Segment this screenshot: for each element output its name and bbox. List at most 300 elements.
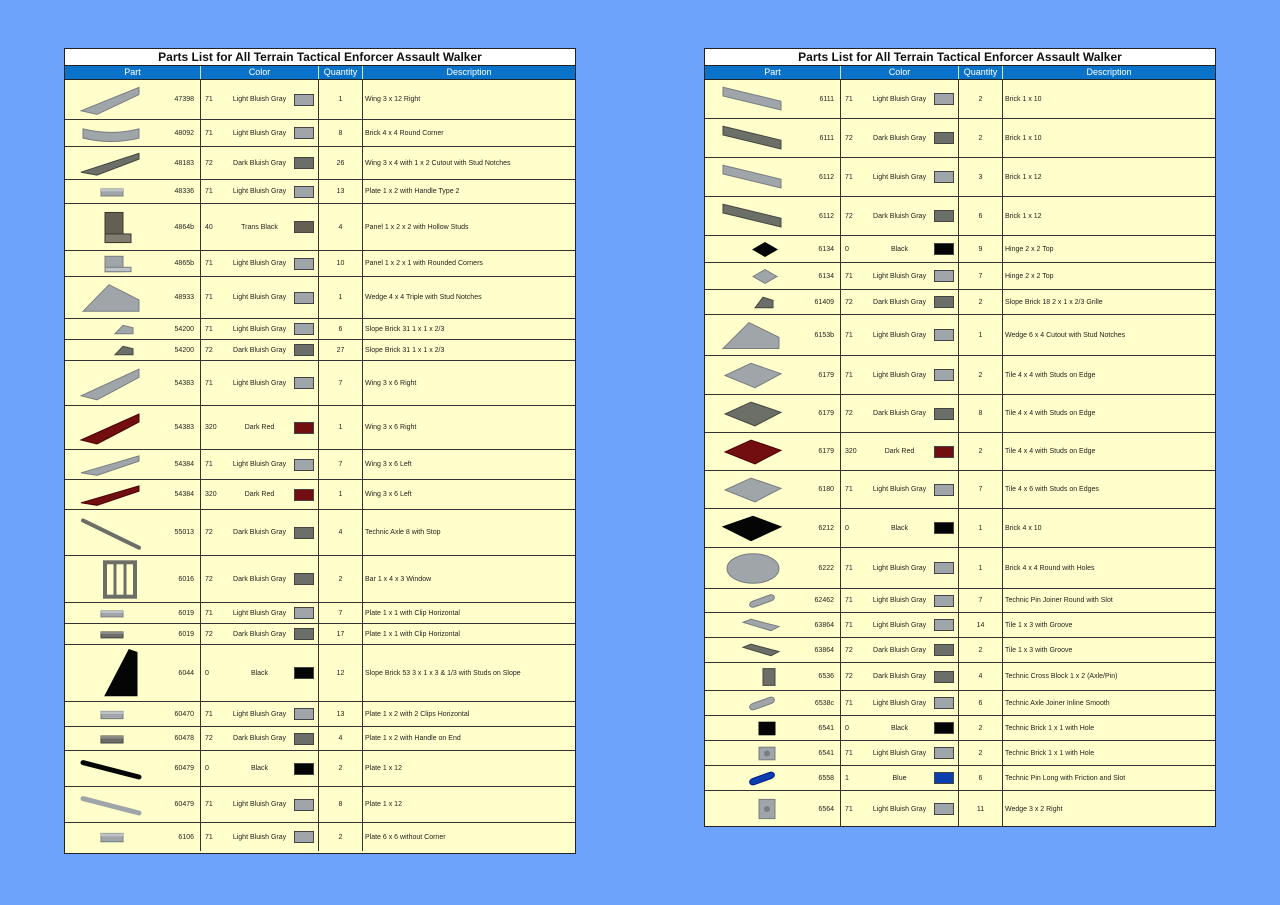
part-cell (65, 251, 201, 276)
color-name: Light Bluish Gray (872, 597, 927, 604)
part-number: 6180 (818, 486, 834, 493)
color-cell (201, 603, 319, 623)
color-id: 71 (845, 564, 853, 572)
quantity-cell: 13 (319, 180, 363, 203)
part-cell (65, 120, 201, 146)
part-cell (705, 236, 841, 262)
part-thumbnail-icon (719, 395, 783, 432)
part-number: 6134 (818, 272, 834, 280)
part-cell (65, 361, 201, 405)
color-swatch (934, 210, 954, 222)
table-row (65, 406, 575, 450)
color-name: Dark Bluish Gray (233, 575, 286, 583)
color-id: 71 (205, 294, 213, 301)
description-cell: Technic Brick 1 x 1 with Hole (1005, 724, 1095, 732)
color-cell (841, 613, 959, 637)
table-row (65, 450, 575, 480)
color-id: 71 (205, 379, 213, 387)
table-row (65, 204, 575, 251)
description-cell: Tile 4 x 4 with Studs on Edge (1005, 371, 1096, 379)
part-number: 6106 (178, 833, 194, 841)
color-cell (201, 787, 319, 822)
quantity-cell: 2 (319, 823, 363, 851)
part-cell (65, 319, 201, 339)
color-swatch (934, 132, 954, 144)
parts-table-body (65, 80, 575, 851)
description-cell: Wing 3 x 6 Right (365, 379, 417, 387)
table-row (65, 823, 575, 851)
color-swatch (934, 329, 954, 341)
color-id: 0 (845, 724, 849, 732)
column-header-row (705, 66, 1215, 80)
quantity-cell: 2 (319, 751, 363, 786)
color-name: Light Bluish Gray (872, 371, 927, 379)
color-swatch (294, 323, 314, 335)
table-row (65, 727, 575, 751)
part-thumbnail-icon (79, 180, 143, 203)
color-id: 71 (205, 710, 213, 718)
part-thumbnail-icon (79, 556, 143, 602)
part-thumbnail-icon (79, 603, 143, 623)
description-cell: Wedge 3 x 2 Right (1005, 805, 1063, 813)
description-cell: Plate 6 x 6 without Corner (365, 833, 446, 841)
table-row (65, 147, 575, 180)
table-row (705, 509, 1215, 548)
color-id: 72 (205, 575, 213, 583)
color-id: 0 (845, 245, 849, 253)
color-cell (201, 180, 319, 203)
table-row (705, 548, 1215, 589)
part-cell (705, 548, 841, 588)
color-id: 72 (205, 529, 213, 536)
part-cell (65, 624, 201, 644)
color-name: Light Bluish Gray (872, 749, 927, 757)
part-cell (705, 158, 841, 196)
quantity-cell: 27 (319, 340, 363, 360)
color-id: 1 (845, 774, 849, 782)
description-cell: Panel 1 x 2 x 1 with Rounded Corners (365, 260, 483, 267)
quantity-cell: 12 (319, 645, 363, 701)
color-cell (841, 80, 959, 118)
color-cell (201, 727, 319, 750)
color-swatch (934, 484, 954, 496)
part-number: 63864 (814, 621, 834, 629)
description-cell: Hinge 2 x 2 Top (1005, 272, 1054, 280)
part-number: 60470 (174, 710, 194, 718)
description-cell: Slope Brick 18 2 x 1 x 2/3 Grille (1005, 298, 1103, 306)
color-id: 72 (845, 134, 853, 142)
color-id: 40 (205, 223, 213, 231)
part-cell (705, 471, 841, 508)
color-swatch (934, 644, 954, 656)
quantity-cell: 2 (959, 741, 1003, 765)
part-cell (705, 433, 841, 470)
color-cell (841, 716, 959, 740)
table-row (65, 319, 575, 340)
header-color: Color (201, 66, 319, 79)
part-thumbnail-icon (79, 147, 143, 179)
color-cell (841, 509, 959, 547)
part-cell (705, 638, 841, 662)
description-cell: Wing 3 x 4 with 1 x 2 Cutout with Stud Notches (365, 159, 511, 167)
table-row (705, 356, 1215, 395)
color-name: Dark Bluish Gray (873, 673, 926, 680)
part-cell (65, 204, 201, 250)
part-cell (705, 356, 841, 394)
color-cell (201, 645, 319, 701)
color-swatch (934, 619, 954, 631)
color-swatch (934, 522, 954, 534)
header-description: Description (446, 67, 492, 77)
part-number: 6222 (818, 564, 834, 572)
color-id: 71 (845, 749, 853, 757)
description-cell: Wing 3 x 12 Right (365, 96, 421, 103)
description-cell: Brick 4 x 4 Round Corner (365, 129, 444, 137)
part-cell (705, 263, 841, 289)
color-id: 71 (205, 833, 213, 841)
table-row (65, 251, 575, 277)
part-cell (705, 395, 841, 432)
part-thumbnail-icon (79, 645, 143, 701)
color-cell (201, 406, 319, 449)
color-swatch (934, 747, 954, 759)
color-swatch (934, 803, 954, 815)
part-thumbnail-icon (79, 510, 143, 555)
quantity-cell: 10 (319, 251, 363, 276)
description-cell: Wedge 4 x 4 Triple with Stud Notches (365, 294, 482, 301)
color-id: 71 (205, 461, 213, 468)
part-number: 6111 (819, 95, 834, 103)
table-row (705, 589, 1215, 613)
quantity-cell: 2 (959, 290, 1003, 314)
quantity-cell: 8 (959, 395, 1003, 432)
quantity-cell: 2 (959, 356, 1003, 394)
part-cell (705, 663, 841, 690)
description-cell: Brick 4 x 4 Round with Holes (1005, 564, 1095, 572)
color-name: Light Bluish Gray (872, 564, 927, 572)
part-number: 6112 (818, 173, 834, 181)
part-number: 6179 (818, 448, 834, 455)
color-cell (841, 766, 959, 790)
quantity-cell: 1 (959, 315, 1003, 355)
description-cell: Plate 1 x 12 (365, 801, 402, 808)
quantity-cell: 8 (319, 120, 363, 146)
part-number: 6019 (178, 609, 194, 617)
part-thumbnail-icon (719, 766, 783, 790)
color-cell (841, 158, 959, 196)
parts-table-body (705, 80, 1215, 827)
color-swatch (294, 258, 314, 270)
part-number: 6538c (814, 699, 834, 707)
part-number: 54383 (174, 424, 194, 431)
parts-list-sheet-left (64, 48, 576, 854)
color-cell (201, 823, 319, 851)
part-number: 6179 (818, 410, 834, 417)
table-row (65, 361, 575, 406)
quantity-cell: 6 (959, 766, 1003, 790)
color-name: Dark Bluish Gray (233, 346, 286, 354)
color-name: Black (250, 765, 269, 772)
parts-list-sheet-right (704, 48, 1216, 827)
color-cell (841, 741, 959, 765)
table-row (65, 340, 575, 361)
color-name: Black (890, 724, 909, 732)
color-cell (841, 315, 959, 355)
color-swatch (934, 93, 954, 105)
part-cell (65, 80, 201, 119)
color-cell (201, 702, 319, 726)
table-row (705, 766, 1215, 791)
part-number: 6044 (178, 669, 194, 677)
part-thumbnail-icon (79, 361, 143, 405)
color-swatch (294, 127, 314, 139)
color-id: 71 (845, 272, 853, 280)
color-id: 72 (205, 630, 213, 638)
description-cell: Technic Pin Joiner Round with Slot (1005, 597, 1113, 604)
description-cell: Technic Cross Block 1 x 2 (Axle/Pin) (1005, 673, 1118, 680)
color-swatch (294, 94, 314, 106)
color-cell (201, 340, 319, 360)
part-cell (65, 787, 201, 822)
color-cell (841, 356, 959, 394)
part-number: 6153b (814, 331, 834, 339)
part-thumbnail-icon (79, 787, 143, 822)
part-cell (65, 277, 201, 318)
table-row (705, 290, 1215, 315)
description-cell: Bar 1 x 4 x 3 Window (365, 575, 432, 583)
part-number: 60478 (174, 735, 194, 742)
color-swatch (294, 628, 314, 640)
color-name: Dark Bluish Gray (873, 298, 926, 306)
part-number: 48092 (174, 129, 194, 137)
color-name: Light Bluish Gray (872, 272, 927, 280)
color-id: 71 (845, 331, 853, 339)
table-row (65, 702, 575, 727)
color-id: 320 (845, 448, 857, 455)
quantity-cell: 14 (959, 613, 1003, 637)
part-thumbnail-icon (79, 340, 143, 360)
table-row (65, 787, 575, 823)
color-name: Light Bluish Gray (232, 609, 287, 617)
header-part: Part (705, 66, 841, 79)
part-thumbnail-icon (79, 277, 143, 318)
color-swatch (934, 772, 954, 784)
table-row (65, 180, 575, 204)
color-id: 72 (205, 159, 213, 167)
part-thumbnail-icon (79, 319, 143, 339)
part-number: 6212 (818, 524, 834, 532)
table-row (705, 663, 1215, 691)
quantity-cell: 13 (319, 702, 363, 726)
color-id: 71 (845, 597, 853, 604)
part-number: 63864 (814, 646, 834, 654)
description-cell: Technic Pin Long with Friction and Slot (1005, 774, 1126, 782)
color-cell (201, 147, 319, 179)
color-id: 0 (205, 765, 209, 772)
color-name: Black (250, 669, 269, 677)
color-name: Light Bluish Gray (232, 461, 287, 468)
color-name: Dark Bluish Gray (873, 212, 926, 220)
color-id: 71 (205, 325, 213, 333)
part-number: 6016 (178, 575, 194, 583)
color-cell (841, 589, 959, 612)
quantity-cell: 7 (959, 589, 1003, 612)
color-id: 72 (205, 735, 213, 742)
part-thumbnail-icon (719, 716, 783, 740)
part-number: 6019 (178, 630, 194, 638)
table-row (65, 277, 575, 319)
table-row (705, 158, 1215, 197)
color-name: Light Bluish Gray (232, 188, 287, 195)
color-cell (201, 319, 319, 339)
color-name: Dark Red (244, 491, 275, 498)
quantity-cell: 7 (959, 263, 1003, 289)
quantity-cell: 4 (319, 727, 363, 750)
quantity-cell: 7 (959, 471, 1003, 508)
color-swatch (934, 408, 954, 420)
table-row (65, 751, 575, 787)
table-row (705, 791, 1215, 827)
part-number: 55013 (174, 529, 194, 536)
color-name: Black (890, 524, 909, 532)
part-cell (705, 741, 841, 765)
part-thumbnail-icon (79, 624, 143, 644)
part-cell (65, 556, 201, 602)
part-cell (705, 509, 841, 547)
part-thumbnail-icon (719, 791, 783, 827)
color-id: 72 (205, 346, 213, 354)
description-cell: Plate 1 x 2 with 2 Clips Horizontal (365, 710, 470, 718)
part-number: 4864b (174, 223, 194, 231)
table-row (65, 556, 575, 603)
color-swatch (294, 527, 314, 539)
table-row (65, 624, 575, 645)
quantity-cell: 2 (959, 119, 1003, 157)
part-thumbnail-icon (719, 433, 783, 470)
table-row (705, 315, 1215, 356)
quantity-cell: 2 (319, 556, 363, 602)
description-cell: Tile 4 x 4 with Studs on Edge (1005, 448, 1096, 455)
color-swatch (294, 799, 314, 811)
color-cell (201, 251, 319, 276)
part-cell (65, 727, 201, 750)
part-number: 60479 (174, 801, 194, 808)
color-name: Dark Bluish Gray (233, 630, 286, 638)
table-row (65, 80, 575, 120)
part-cell (65, 340, 201, 360)
quantity-cell: 1 (319, 277, 363, 318)
color-cell (201, 277, 319, 318)
part-cell (65, 823, 201, 851)
color-name: Light Bluish Gray (232, 833, 287, 841)
table-row (65, 120, 575, 147)
part-number: 60479 (174, 765, 194, 772)
color-swatch (294, 763, 314, 775)
color-swatch (294, 708, 314, 720)
color-swatch (934, 270, 954, 282)
quantity-cell: 26 (319, 147, 363, 179)
color-swatch (294, 292, 314, 304)
table-row (705, 80, 1215, 119)
part-number: 54384 (174, 491, 194, 498)
color-cell (841, 395, 959, 432)
table-row (705, 638, 1215, 663)
part-cell (705, 315, 841, 355)
part-number: 48183 (174, 159, 194, 167)
color-name: Trans Black (241, 223, 278, 231)
part-thumbnail-icon (719, 589, 783, 612)
color-id: 71 (845, 699, 853, 707)
part-thumbnail-icon (79, 80, 143, 119)
part-number: 54200 (174, 325, 194, 333)
part-thumbnail-icon (79, 751, 143, 786)
color-cell (201, 361, 319, 405)
part-thumbnail-icon (719, 613, 783, 637)
part-thumbnail-icon (79, 204, 143, 250)
color-id: 320 (205, 424, 217, 431)
part-thumbnail-icon (719, 197, 783, 235)
part-thumbnail-icon (719, 509, 783, 547)
part-number: 6536 (818, 673, 834, 680)
part-thumbnail-icon (79, 727, 143, 750)
description-cell: Tile 4 x 6 with Studs on Edges (1005, 486, 1099, 493)
part-cell (705, 119, 841, 157)
color-swatch (294, 186, 314, 198)
part-number: 47398 (174, 96, 194, 103)
color-swatch (294, 422, 314, 434)
part-number: 4865b (174, 260, 194, 267)
part-cell (65, 645, 201, 701)
part-thumbnail-icon (719, 315, 783, 355)
description-cell: Tile 1 x 3 with Groove (1005, 646, 1073, 654)
color-id: 71 (845, 805, 853, 813)
color-id: 71 (845, 486, 853, 493)
color-name: Light Bluish Gray (232, 379, 287, 387)
color-swatch (934, 722, 954, 734)
part-thumbnail-icon (719, 158, 783, 196)
color-name: Blue (892, 774, 907, 782)
part-thumbnail-icon (79, 251, 143, 276)
quantity-cell: 6 (959, 197, 1003, 235)
quantity-cell: 7 (319, 450, 363, 479)
color-cell (201, 204, 319, 250)
part-cell (705, 766, 841, 790)
color-name: Light Bluish Gray (232, 801, 287, 808)
color-id: 0 (205, 669, 209, 677)
part-cell (705, 691, 841, 715)
color-swatch (294, 221, 314, 233)
part-cell (65, 603, 201, 623)
color-swatch (934, 296, 954, 308)
table-row (65, 480, 575, 510)
color-swatch (934, 697, 954, 709)
color-name: Dark Bluish Gray (873, 646, 926, 654)
quantity-cell: 1 (959, 548, 1003, 588)
part-thumbnail-icon (719, 663, 783, 690)
color-swatch (934, 369, 954, 381)
color-swatch (294, 607, 314, 619)
color-cell (841, 691, 959, 715)
part-thumbnail-icon (719, 548, 783, 588)
header-quantity: Quantity (319, 66, 363, 79)
column-header-row (65, 66, 575, 80)
color-cell (841, 433, 959, 470)
part-thumbnail-icon (719, 80, 783, 118)
part-cell (65, 180, 201, 203)
part-number: 62462 (814, 597, 834, 604)
quantity-cell: 17 (319, 624, 363, 644)
part-cell (65, 480, 201, 509)
